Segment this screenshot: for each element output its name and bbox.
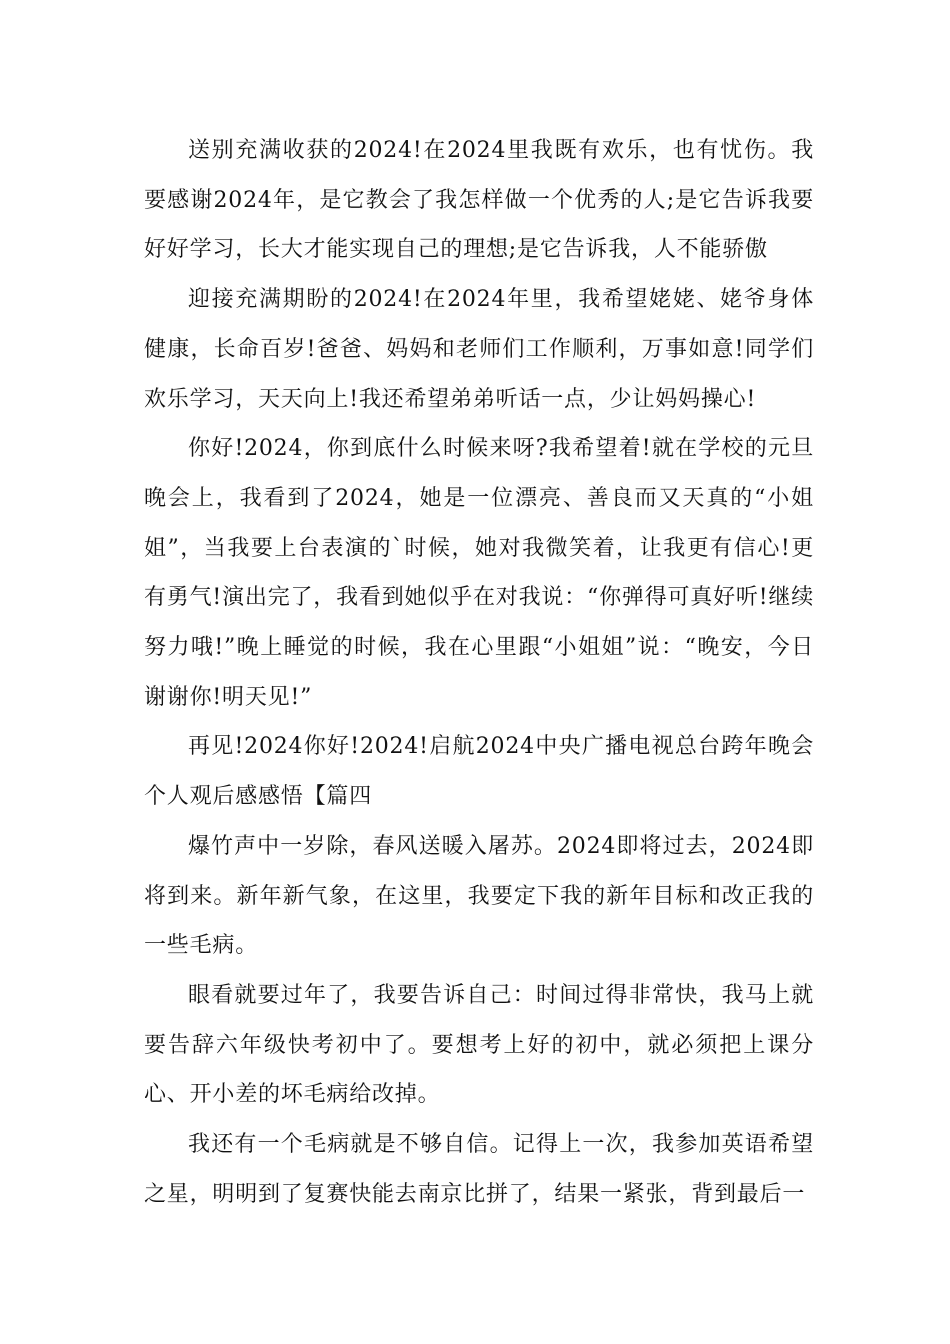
paragraph-2: 迎接充满期盼的2024!在2024年里，我希望姥姥、姥爷身体健康，长命百岁!爸爸、妈妈和老师们工作顺利，万事如意!同学们欢乐学习，天天向上!我还希望弟弟听话一点，少让妈妈操心! [144, 287, 814, 412]
paragraph-1: 送别充满收获的2024!在2024里我既有欢乐，也有忧伤。我要感谢2024年，是它教会了我怎样做一个优秀的人;是它告诉我要好好学习，长大才能实现自己的理想;是它告诉我，人不能骄傲 [144, 138, 814, 263]
paragraph-4: 再见!2024你好!2024!启航2024中央广播电视总台跨年晚会个人观后感感悟【篇四 [144, 734, 814, 810]
paragraph-7: 我还有一个毛病就是不够自信。记得上一次，我参加英语希望之星，明明到了复赛快能去南京比拼了，结果一紧张，背到最后一 [144, 1132, 814, 1207]
paragraph-6: 眼看就要过年了，我要告诉自己：时间过得非常快，我马上就要告辞六年级快考初中了。要想考上好的初中，就必须把上课分心、开小差的坏毛病给改掉。 [144, 982, 814, 1108]
document-body [144, 126, 814, 1219]
paragraph-5: 爆竹声中一岁除，春风送暖入屠苏。2024即将过去，2024即将到来。新年新气象，在这里，我要定下我的新年目标和改正我的一些毛病。 [144, 833, 814, 959]
paragraph-3: 你好!2024，你到底什么时候来呀?我希望着!就在学校的元旦晚会上，我看到了2024，她是一位漂亮、善良而又天真的“小姐姐”，当我要上台表演的`时候，她对我微笑着，让我更有信心!更有勇气!演出完了，我看到她似乎在对我说：“你弹得可真好听!继续努力哦!”晚上睡觉的时候，我在心里跟“小姐姐”说：“晚安，今日谢谢你!明天见!” [144, 436, 814, 710]
